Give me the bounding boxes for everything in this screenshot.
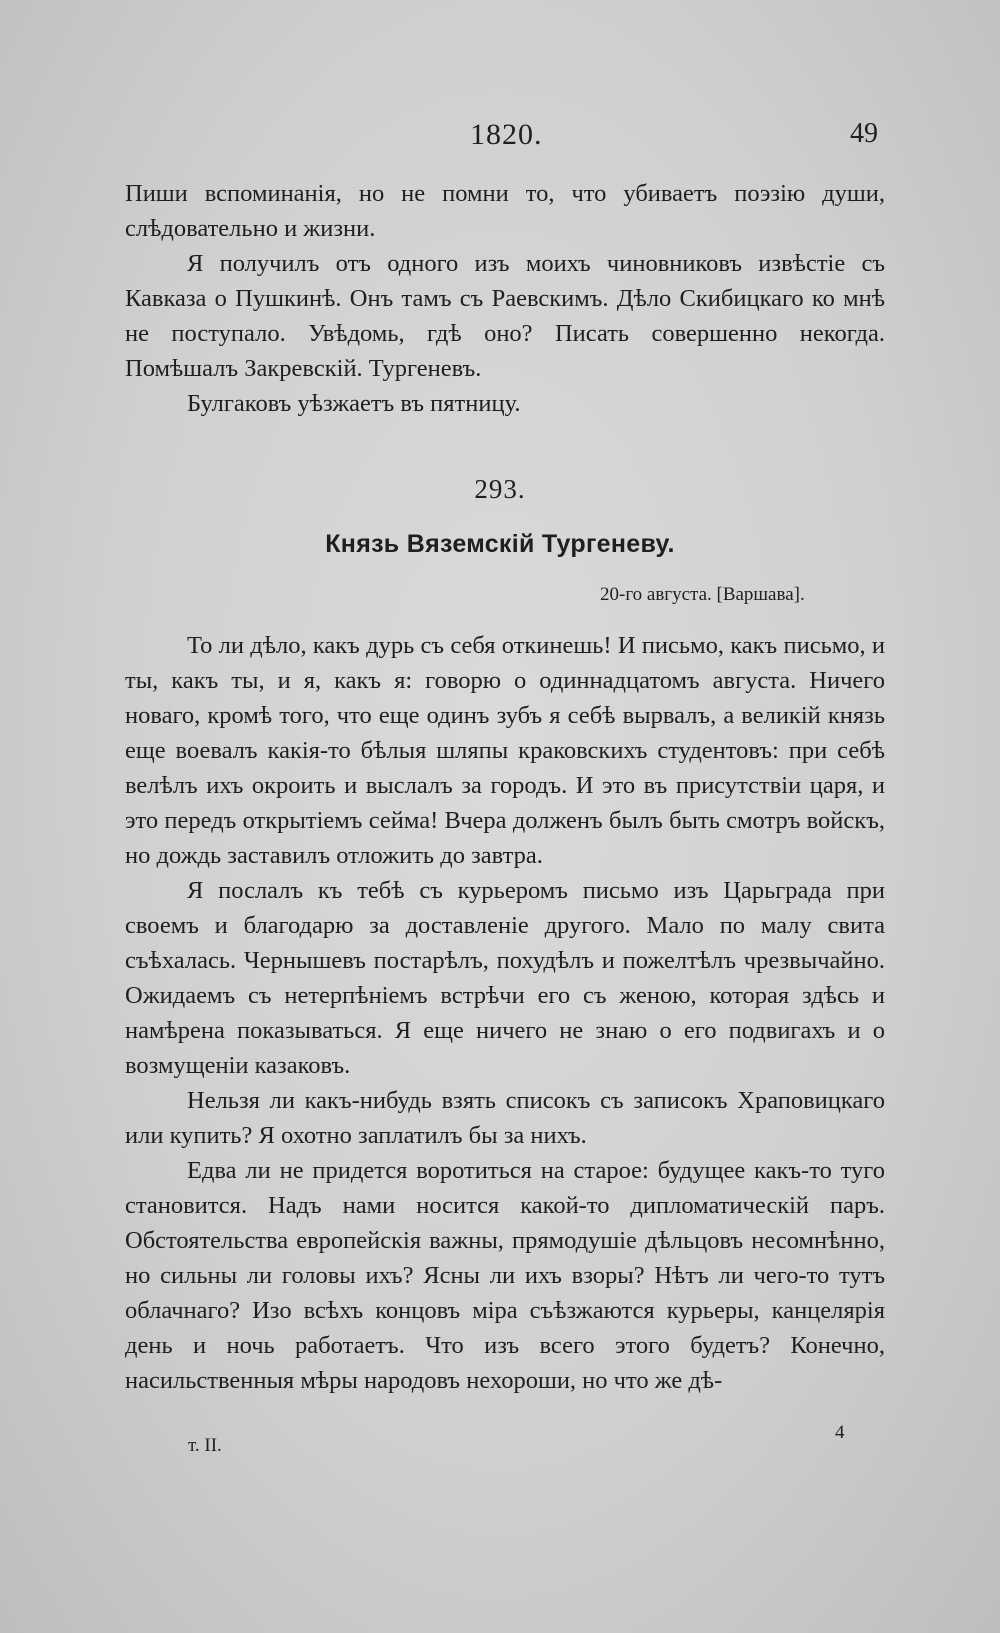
letter-paragraph-3: Нельзя ли какъ-нибудь взять списокъ съ записокъ Храповицкаго или купить? Я охотно заплатилъ бы за нихъ. (125, 1087, 885, 1149)
letter-date: 20-го августа. [Варшава]. (600, 584, 805, 605)
intro-paragraph-2: Я получилъ отъ одного изъ моихъ чиновниковъ извѣстіе съ Кавказа о Пушкинѣ. Онъ тамъ съ Раевскимъ. Дѣло Скибицкаго ко мнѣ не поступало. Увѣдомь, гдѣ оно? Писать совершенно некогда. Помѣшалъ Закревскій. Тургеневъ. (125, 250, 885, 382)
header-year: 1820. (470, 118, 543, 151)
letter-paragraph-2: Я послалъ къ тебѣ съ курьеромъ письмо изъ Царьграда при своемъ и благодарю за доставленіе другого. Мало по малу свита съѣхалась. Чернышевъ постарѣлъ, похудѣлъ и пожелтѣлъ чрезвычайно. Ожидаемъ съ нетерпѣніемъ встрѣчи его съ женою, которая здѣсь и намѣрена показываться. Я еще ничего не знаю о его подвигахъ и о возмущеніи казаковъ. (125, 877, 885, 1079)
running-header (0, 118, 1000, 158)
page-number: 49 (850, 118, 878, 149)
intro-paragraph-1: Пиши вспоминанія, но не помни то, что убиваетъ поэзію души, слѣдовательно и жизни. (125, 180, 885, 242)
intro-text (125, 176, 885, 421)
letter-body (125, 628, 885, 1398)
letter-title: Князь Вяземскій Тургеневу. (325, 530, 675, 558)
intro-paragraph-3: Булгаковъ уѣзжаетъ въ пятницу. (187, 390, 521, 417)
footer-signature-mark: 4 (835, 1422, 845, 1443)
letter-paragraph-1: То ли дѣло, какъ дурь съ себя откинешь! И письмо, какъ письмо, и ты, какъ ты, и я, какъ я: говорю о одиннадцатомъ августа. Ничего новаго, кромѣ того, что еще одинъ зубъ я себѣ вырвалъ, а великій князь еще воевалъ какія-то бѣлыя шляпы краковскихъ студентовъ: при себѣ велѣлъ ихъ окроить и выслалъ за городъ. И это въ присутствіи царя, и это передъ открытіемъ сейма! Вчера долженъ былъ быть смотръ войскъ, но дождь заставилъ отложить до завтра. (125, 632, 885, 869)
footer-volume: т. II. (188, 1435, 222, 1456)
letter-number: 293. (474, 474, 526, 504)
letter-paragraph-4: Едва ли не придется воротиться на старое: будущее какъ-то туго становится. Надъ нами носится какой-то дипломатическій паръ. Обстоятельства европейскія важны, прямодушіе дѣльцовъ несомнѣнно, но сильны ли головы ихъ? Ясны ли ихъ взоры? Нѣтъ ли чего-то тутъ облачнаго? Изо всѣхъ концовъ міра съѣзжаются курьеры, канцелярія день и ночь работаетъ. Что изъ всего этого будетъ? Конечно, насильственныя мѣры народовъ нехороши, но что же дѣ- (125, 1157, 885, 1394)
